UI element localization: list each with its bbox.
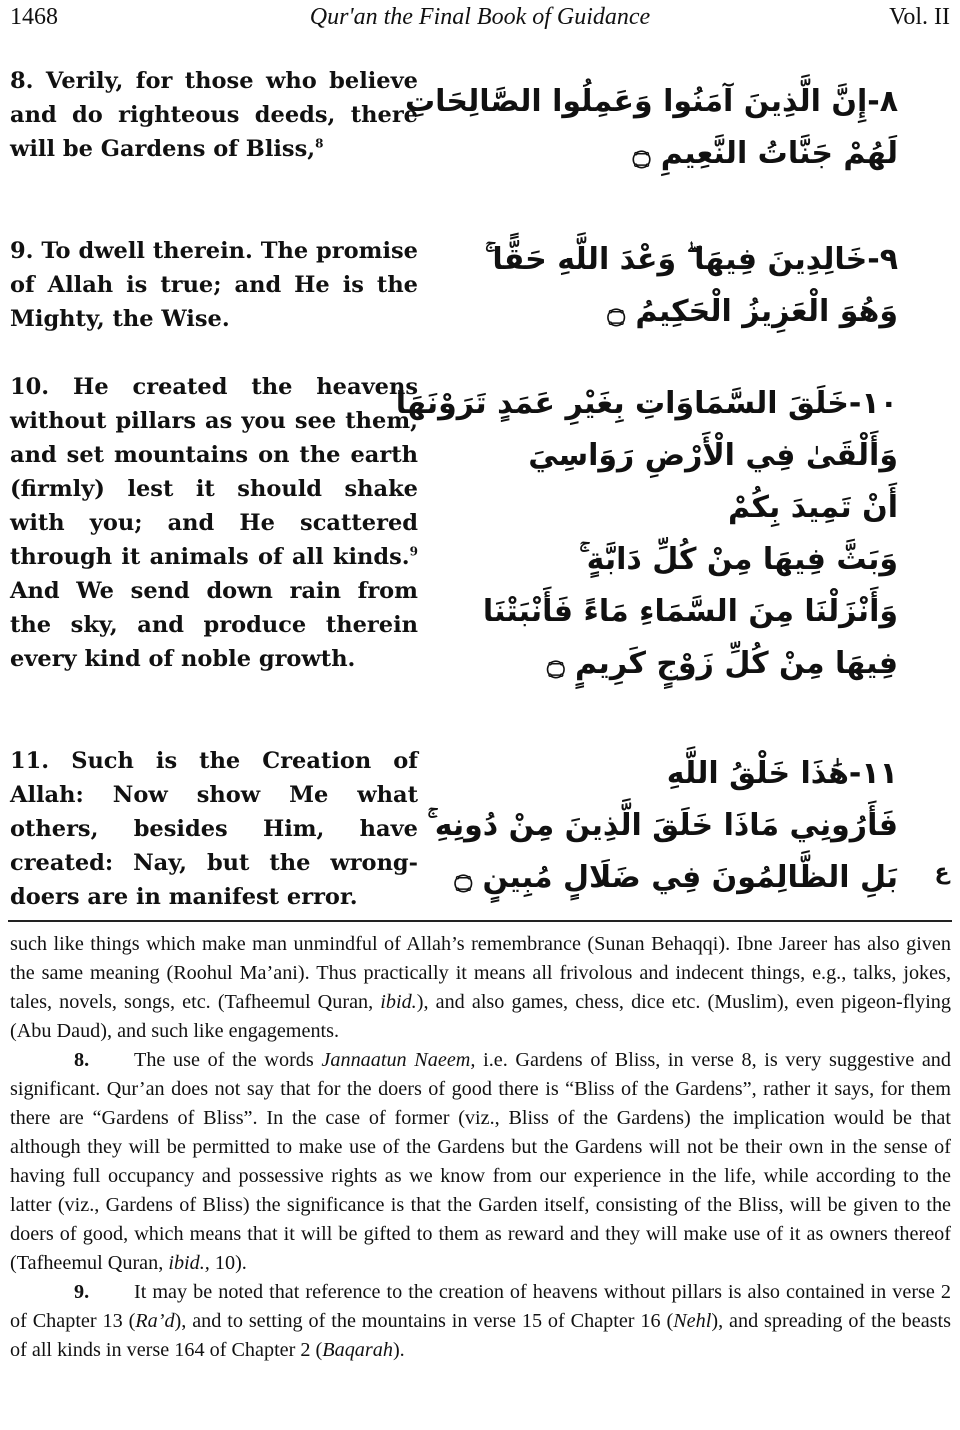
note-term: Baqarah	[322, 1339, 393, 1361]
arabic-line: وَأَلْقَىٰ فِي الْأَرْضِ رَوَاسِيَ	[528, 438, 898, 473]
verse-9-text: 9. To dwell therein. The promise of Allah is true; and He is the Mighty, the Wise.	[10, 238, 418, 332]
arabic-line: فَأَرُونِي مَاذَا خَلَقَ الَّذِينَ مِنْ دُونِهِ ۚ	[427, 808, 898, 843]
note-ibid: ibid.	[380, 991, 417, 1013]
arabic-line: أَنْ تَمِيدَ بِكُمْ	[728, 490, 898, 525]
arabic-line: ٨-إِنَّ الَّذِينَ آمَنُوا وَعَمِلُوا الصَّالِحَاتِ	[404, 84, 898, 119]
note-text: i.e. Gardens of Bliss, in verse 8, is very suggestive and significant. Qur’an does not say that for the doers of good there is “Bliss of the Gardens”, rather it says, for them there are “Gardens of Bliss”. In the case of former (viz., Bliss of the Gardens) the implication would be that although they will be permitted to make use of the Gardens but the Gardens will not be their own in the sense of having full occupancy and possessive rights as we know from our experience in the life, while according to the latter (viz., Gardens of Bliss) the significance is that the Garden itself, consisting of the Bliss, will be given to the doers of good, which means that it will be gifted to them as reward and they will make use of it as owners thereof (Tafheemul Quran,	[10, 1049, 951, 1274]
verse-9-arabic	[468, 234, 898, 338]
note-text: ), and spreading of the beasts of all kinds in verse 164 of Chapter 2 (	[10, 1310, 952, 1361]
verse-11-text: 11. Such is the Creation of Allah: Now show Me what others, besides Him, have created: Nay, but the wrong-doers are in manifest error.	[10, 748, 418, 910]
verse-8-arabic	[404, 76, 898, 180]
volume-label: Vol. II	[889, 4, 950, 30]
arabic-line: ٩-خَالِدِينَ فِيهَا ۖ وَعْدَ اللَّهِ حَقًّا ۚ	[484, 242, 898, 277]
arabic-line: وَهُوَ الْعَزِيزُ الْحَكِيمُ ۝	[607, 294, 898, 329]
footnote-9	[10, 1278, 951, 1365]
note-text: It may be noted that reference to the creation of heavens without pillars is also contained in verse 2 of Chapter 13 (	[10, 1281, 951, 1332]
arabic-line: فِيهَا مِنْ كُلِّ زَوْجٍ كَرِيمٍ ۝	[547, 646, 898, 681]
note-term: Nehl	[673, 1310, 712, 1332]
note-term: Jannaatun Naeem,	[321, 1049, 476, 1071]
footnote-number: 8.	[74, 1049, 90, 1071]
note-text: ), and also games, chess, dice etc. (Muslim), even pigeon-flying (Abu Daud), and such like engagements.	[10, 991, 951, 1042]
book-title: Qur'an the Final Book of Guidance	[309, 4, 651, 30]
arabic-line: وَبَثَّ فِيهَا مِنْ كُلِّ دَابَّةٍ ۚ	[579, 542, 898, 577]
verse-10-translation	[10, 370, 418, 676]
verse-10-text-continued: And We send down rain from the sky, and produce therein every kind of noble growth.	[10, 578, 418, 672]
verse-11-arabic	[427, 748, 898, 904]
verse-8-translation	[10, 64, 418, 166]
page-header	[0, 0, 960, 36]
note-text: 10).	[209, 1252, 247, 1274]
page-number: 1468	[10, 4, 58, 30]
footnote-ref-9[interactable]: 9	[409, 544, 418, 559]
note-text: The use of the words	[134, 1049, 322, 1071]
arabic-line: ١١-هَٰذَا خَلْقُ اللَّهِ	[666, 756, 898, 791]
footnote-number: 9.	[74, 1281, 90, 1303]
note-ibid: ibid.,	[168, 1252, 210, 1274]
arabic-line: ١٠-خَلَقَ السَّمَاوَاتِ بِغَيْرِ عَمَدٍ تَرَوْنَهَا	[395, 386, 898, 421]
footnote-ref-8[interactable]: 8	[315, 136, 324, 151]
rukuh-mark: ع	[934, 860, 950, 885]
verse-8-text: 8. Verily, for those who believe and do righteous deeds, there will be Gardens of Bliss,	[10, 68, 418, 162]
footnote-8	[10, 1046, 951, 1278]
footnotes	[10, 930, 951, 1365]
footnote-divider	[8, 920, 952, 922]
verse-11-translation	[10, 744, 418, 914]
arabic-line: بَلِ الظَّالِمُونَ فِي ضَلَالٍ مُبِينٍ ۝	[454, 860, 898, 895]
verse-10-text: 10. He created the heavens without pillars as you see them, and set mountains on the earth (firmly) lest it should shake with you; and He scattered through it animals of all kinds.	[10, 374, 418, 570]
note-text: ), and to setting of the mountains in verse 15 of Chapter 16 (	[174, 1310, 674, 1332]
verse-9-translation	[10, 234, 418, 336]
note-term: Ra’d	[135, 1310, 175, 1332]
note-text: ).	[392, 1339, 405, 1361]
arabic-line: وَأَنْزَلْنَا مِنَ السَّمَاءِ مَاءً فَأَنْبَتْنَا	[482, 594, 898, 629]
verse-10-arabic	[395, 378, 898, 690]
note-text: such like things which make man unmindful of Allah’s remembrance (Sunan Behaqqi). Ibne Jareer has also given the same meaning (Roohul Ma’ani). Thus practically it means all frivolous and indecent things, e.g., talks, jokes, tales, novels, songs, etc. (Tafheemul Quran,	[10, 933, 951, 1013]
arabic-line: لَهُمْ جَنَّاتُ النَّعِيمِ ۝	[632, 136, 898, 171]
footnote-continuation	[10, 930, 951, 1046]
